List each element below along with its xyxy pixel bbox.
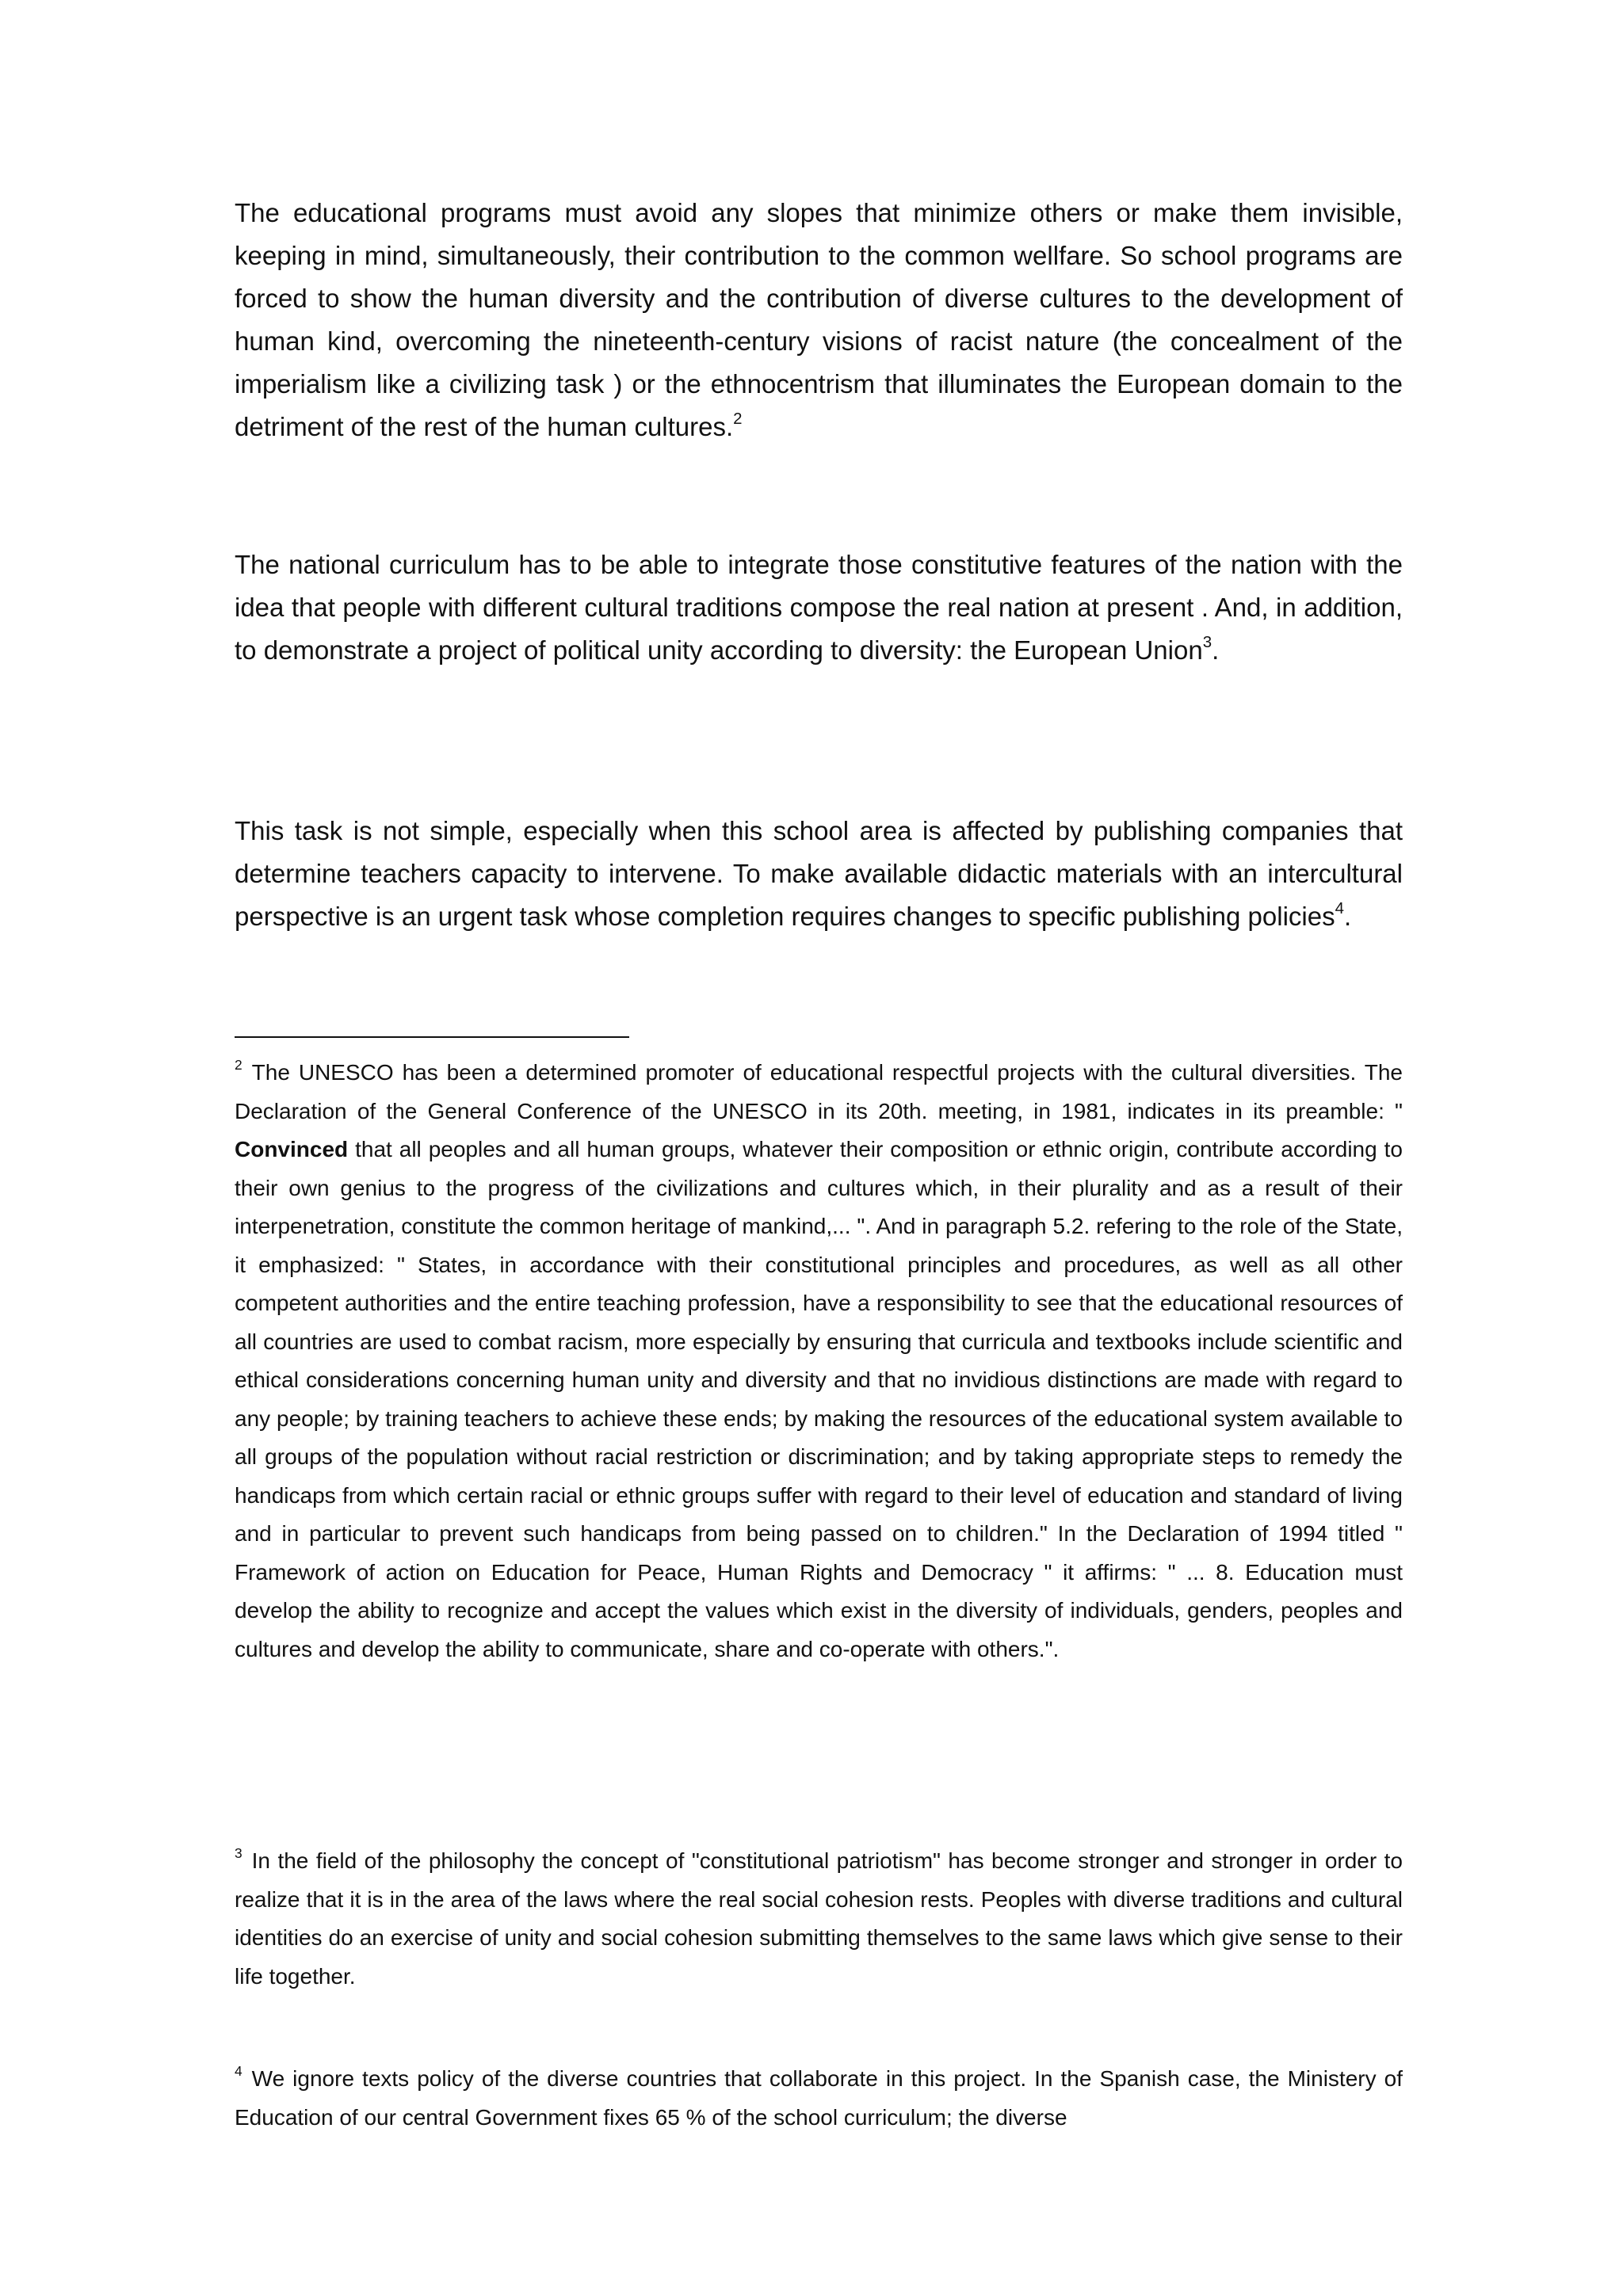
footnote-2	[235, 1054, 1403, 1669]
footnote-reference-3[interactable]: 3	[1202, 632, 1212, 651]
footnote-text: In the field of the philosophy the concept of "constitutional patriotism" has become stronger and stronger in order to realize that it is in the area of the laws where the real social cohesion rests. Peoples with diverse traditions and cultural identities do an exercise of unity and social cohesion submitting themselves to the same laws which give sense to their life together.	[235, 1848, 1403, 1989]
footnote-4	[235, 2060, 1403, 2137]
body-paragraph-2	[235, 543, 1403, 672]
footnote-number: 4	[235, 2063, 242, 2080]
footnote-emphasis: Convinced	[235, 1137, 349, 1161]
body-paragraph-1	[235, 192, 1403, 448]
footnote-text: The UNESCO has been a determined promoter of educational respectful projects with the cultural diversities. The Declaration of the General Conference of the UNESCO in its 20th. meeting, in 1981, indicates in its preamble: "	[235, 1060, 1403, 1123]
footnote-separator	[235, 1036, 629, 1038]
footnote-3	[235, 1842, 1403, 1996]
footnote-text: that all peoples and all human groups, whatever their composition or ethnic origin, contribute according to their own genius to the progress of the civilizations and cultures which, in their plurality and as a result of their interpenetration, constitute the common heritage of mankind,... ". And in paragraph 5.2. refering to the role of the State, it emphasized: " States, in accordance with their constitutional principles and procedures, as well as all other competent authorities and the entire teaching profession, have a responsibility to see that the educational resources of all countries are used to combat racism, more especially by ensuring that curricula and textbooks include scientific and ethical considerations concerning human unity and diversity and that no invidious distinctions are made with regard to any people; by training teachers to achieve these ends; by making the resources of the educational system available to all groups of the population without racial restriction or discrimination; and by taking appropriate steps to remedy the handicaps from which certain racial or ethnic groups suffer with regard to their level of education and standard of living and in particular to prevent such handicaps from being passed on to children." In the Declaration of 1994 titled " Framework of action on Education for Peace, Human Rights and Democracy " it affirms: " ... 8. Education must develop the ability to recognize and accept the values which exist in the diversity of individuals, genders, peoples and cultures and develop the ability to communicate, share and co-operate with others.".	[235, 1137, 1403, 1661]
footnote-number: 3	[235, 1845, 242, 1862]
body-paragraph-3	[235, 810, 1403, 938]
paragraph-text: This task is not simple, especially when this school area is affected by publishing companies that determine teachers capacity to intervene. To make available didactic materials with an intercultural perspective is an urgent task whose completion requires changes to specific publishing policies	[235, 816, 1403, 931]
paragraph-text: The national curriculum has to be able to integrate those constitutive features of the nation with the idea that people with different cultural traditions compose the real nation at present . And, in addition, to demonstrate a project of political unity according to diversity: the European Union	[235, 550, 1403, 665]
paragraph-tail: .	[1212, 635, 1220, 665]
footnote-reference-2[interactable]: 2	[733, 409, 743, 428]
footnote-number: 2	[235, 1057, 242, 1074]
paragraph-text: The educational programs must avoid any slopes that minimize others or make them invisible, keeping in mind, simultaneously, their contribution to the common wellfare. So school programs are forced to show the human diversity and the contribution of diverse cultures to the development of human kind, overcoming the nineteenth-century visions of racist nature (the concealment of the imperialism like a civilizing task ) or the ethnocentrism that illuminates the European domain to the detriment of the rest of the human cultures.	[235, 198, 1403, 441]
footnote-text: We ignore texts policy of the diverse countries that collaborate in this project. In the Spanish case, the Ministery of Education of our central Government fixes 65 % of the school curriculum; the diverse	[235, 2066, 1403, 2130]
footnote-reference-4[interactable]: 4	[1335, 898, 1344, 917]
paragraph-tail: .	[1343, 902, 1352, 931]
document-page	[235, 0, 1403, 2296]
